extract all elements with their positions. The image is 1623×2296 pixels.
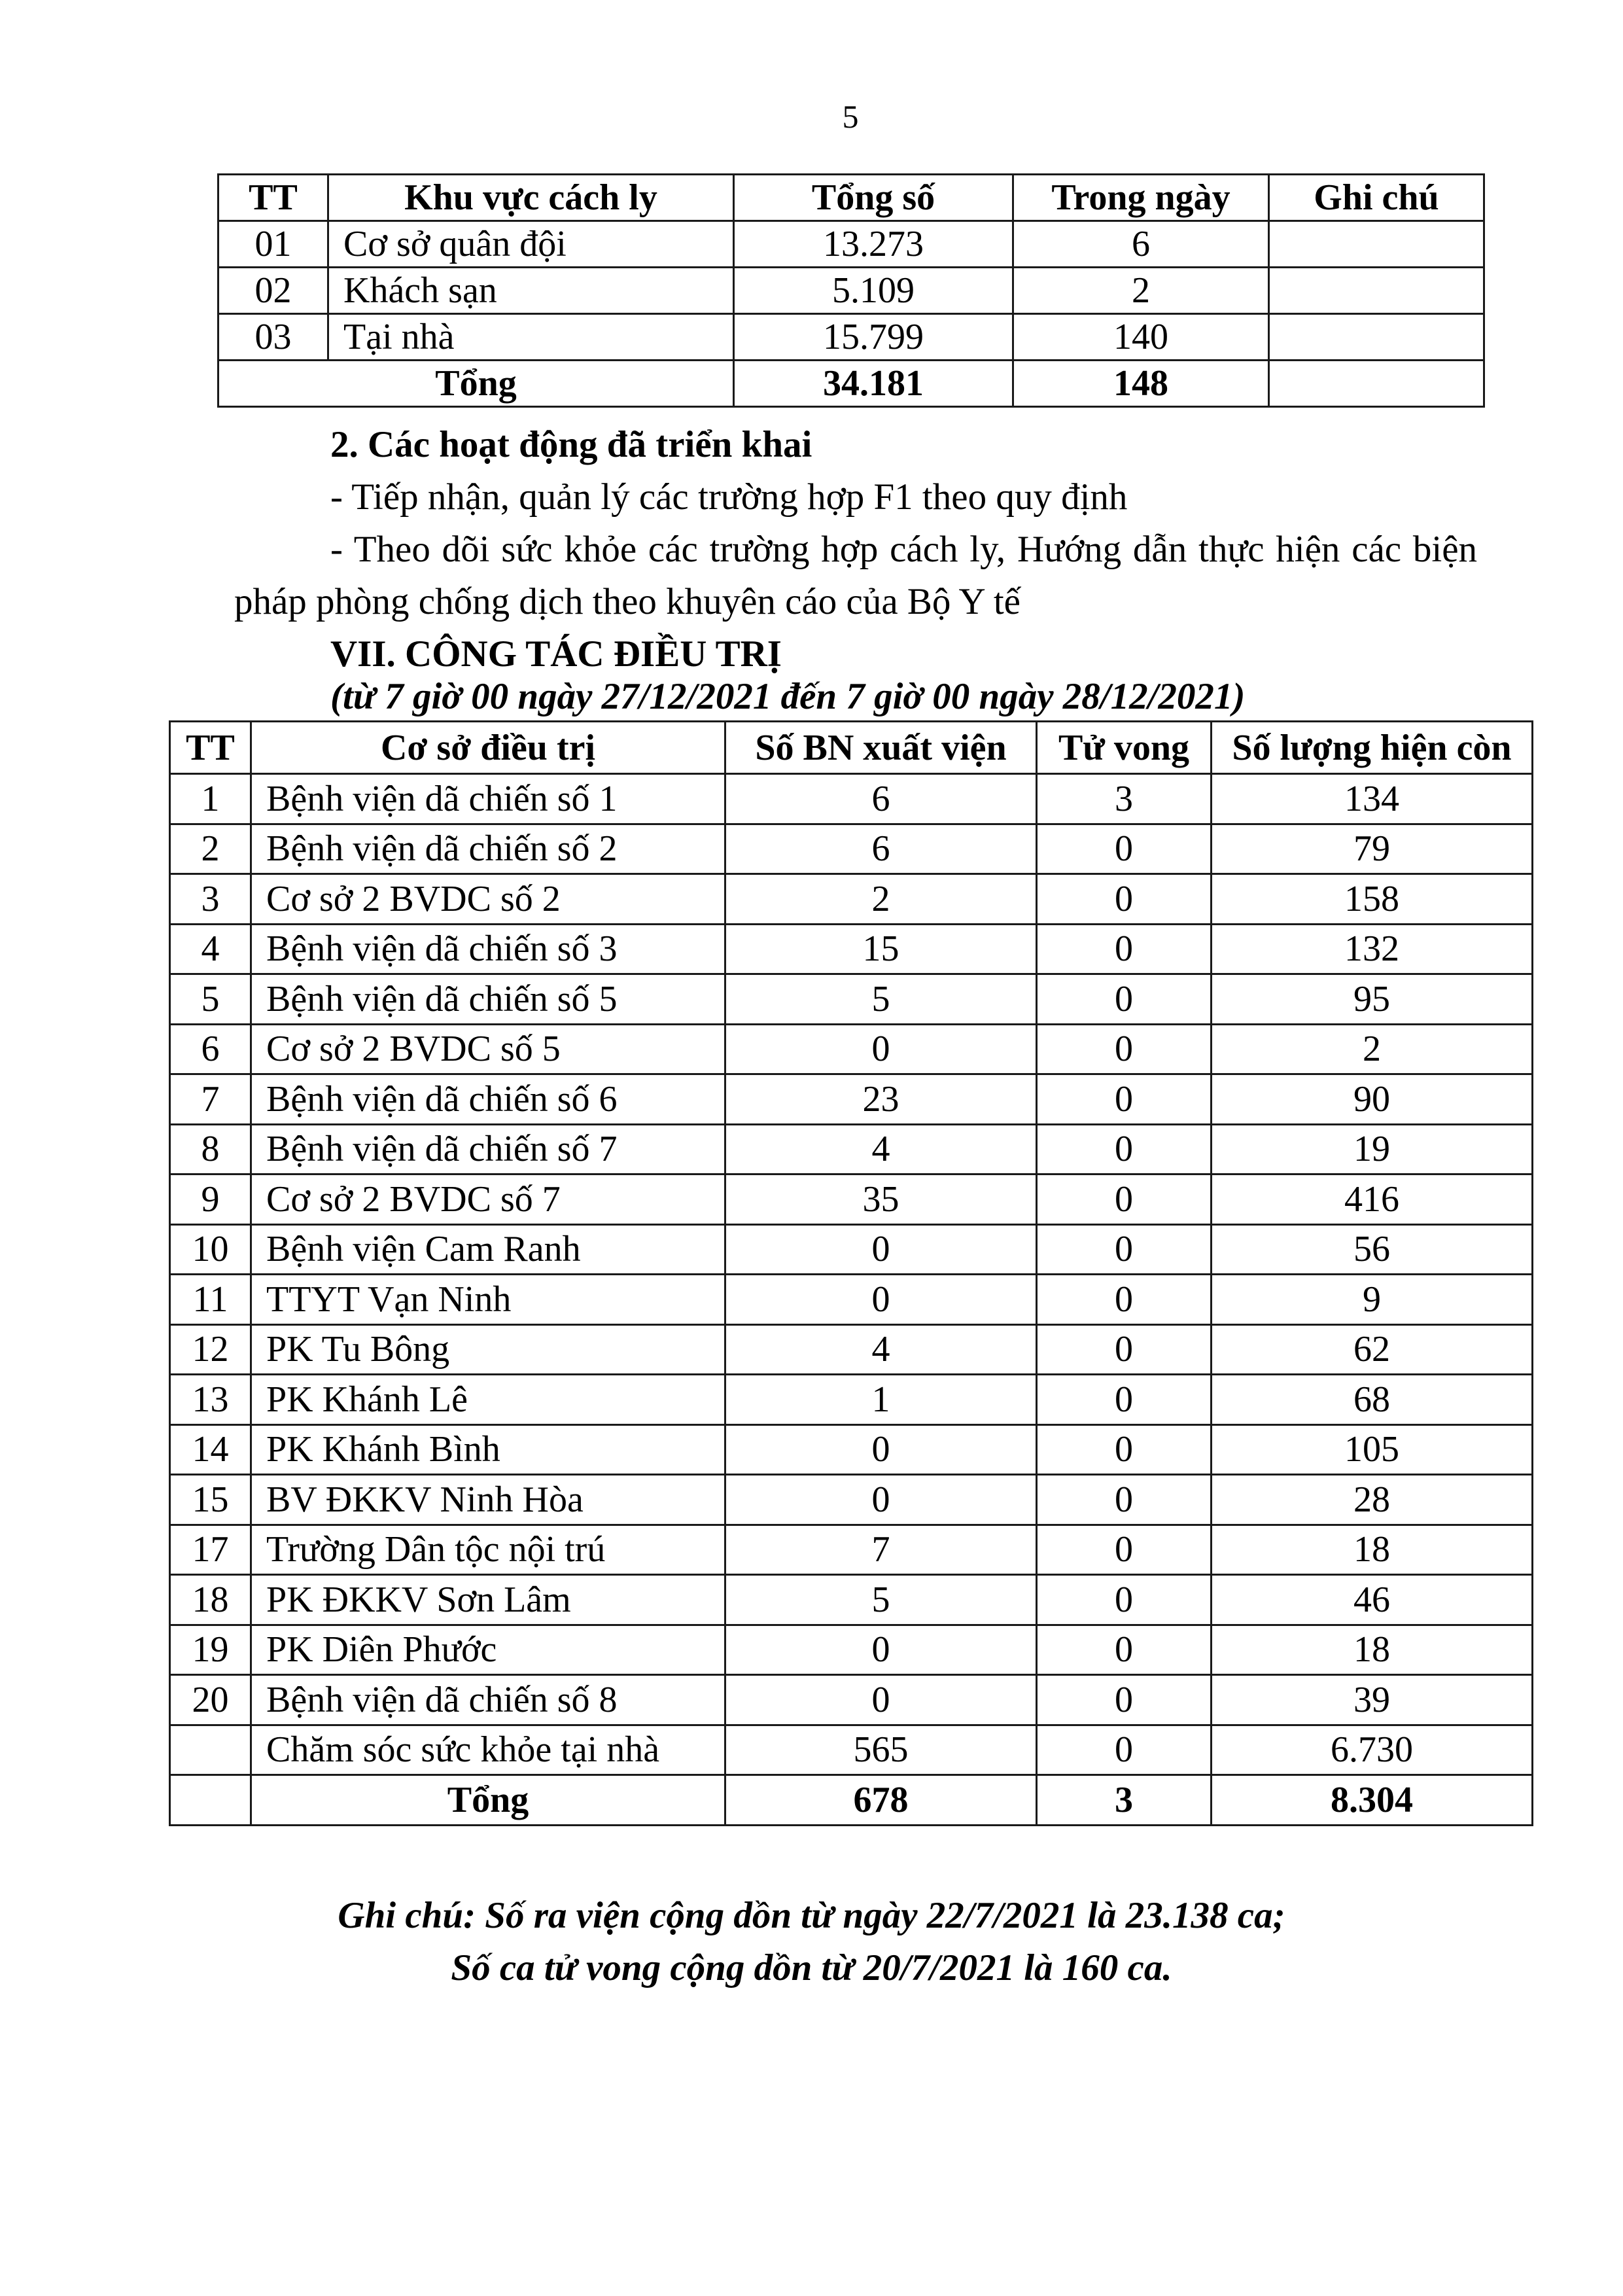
cell-tt: 11 <box>170 1275 251 1325</box>
cell-discharged: 23 <box>725 1074 1037 1125</box>
cell-facility: Bệnh viện dã chiến số 3 <box>251 924 725 974</box>
table-header-row <box>170 722 1533 774</box>
cell-today: 2 <box>1013 268 1269 314</box>
cell-facility: Bệnh viện dã chiến số 1 <box>251 774 725 824</box>
treatment-table <box>169 720 1533 1826</box>
cell-deaths: 0 <box>1037 1725 1212 1775</box>
cell-discharged: 7 <box>725 1525 1037 1575</box>
cell-discharged: 5 <box>725 974 1037 1025</box>
cell-deaths: 0 <box>1037 1074 1212 1125</box>
cell-facility: Bệnh viện dã chiến số 8 <box>251 1675 725 1725</box>
table-row <box>170 1124 1533 1174</box>
cell-area: Khách sạn <box>328 268 734 314</box>
cell-discharged: 6 <box>725 824 1037 874</box>
header-tt: TT <box>218 175 328 221</box>
cell-discharged: 0 <box>725 1625 1037 1675</box>
header-remaining: Số lượng hiện còn <box>1212 722 1533 774</box>
cell-discharged: 6 <box>725 774 1037 824</box>
header-deaths: Tử vong <box>1037 722 1212 774</box>
cell-remaining: 8.304 <box>1212 1775 1533 1826</box>
cell-tt: 8 <box>170 1124 251 1174</box>
cell-tt: 02 <box>218 268 328 314</box>
table-row <box>170 1424 1533 1475</box>
cell-facility: Trường Dân tộc nội trú <box>251 1525 725 1575</box>
cell-remaining: 2 <box>1212 1024 1533 1074</box>
page-number: 5 <box>842 98 859 135</box>
table-row <box>170 1375 1533 1425</box>
cell-discharged: 0 <box>725 1224 1037 1275</box>
table-row <box>218 268 1484 314</box>
cell-tt: 6 <box>170 1024 251 1074</box>
cell-deaths: 0 <box>1037 1224 1212 1275</box>
header-tt: TT <box>170 722 251 774</box>
table-row <box>170 924 1533 974</box>
header-discharged: Số BN xuất viện <box>725 722 1037 774</box>
cell-facility: Cơ sở 2 BVDC số 2 <box>251 874 725 925</box>
cell-remaining: 9 <box>1212 1275 1533 1325</box>
table-row <box>170 1625 1533 1675</box>
treatment-table-body <box>170 774 1533 1775</box>
cell-facility: PK ĐKKV Sơn Lâm <box>251 1575 725 1625</box>
cell-deaths: 0 <box>1037 974 1212 1025</box>
cell-facility: Bệnh viện Cam Ranh <box>251 1224 725 1275</box>
cell-tt <box>170 1775 251 1826</box>
cell-facility: Bệnh viện dã chiến số 2 <box>251 824 725 874</box>
table-row <box>170 1475 1533 1525</box>
table-total-row <box>170 1775 1533 1826</box>
cell-deaths: 0 <box>1037 874 1212 925</box>
cell-today: 148 <box>1013 361 1269 407</box>
cell-deaths: 0 <box>1037 1174 1212 1225</box>
cell-discharged: 0 <box>725 1675 1037 1725</box>
cell-tt: 17 <box>170 1525 251 1575</box>
section7-heading: VII. CÔNG TÁC ĐIỀU TRỊ <box>330 633 782 675</box>
cell-discharged: 5 <box>725 1575 1037 1625</box>
cell-deaths: 0 <box>1037 1375 1212 1425</box>
cell-discharged: 15 <box>725 924 1037 974</box>
cell-facility: TTYT Vạn Ninh <box>251 1275 725 1325</box>
note-deaths-cumulative: Số ca tử vong cộng dồn từ 20/7/2021 là 160 ca. <box>451 1947 1172 1988</box>
cell-tt: 7 <box>170 1074 251 1125</box>
cell-facility: BV ĐKKV Ninh Hòa <box>251 1475 725 1525</box>
cell-tt: 19 <box>170 1625 251 1675</box>
cell-deaths: 0 <box>1037 824 1212 874</box>
cell-deaths: 0 <box>1037 1024 1212 1074</box>
cell-today: 6 <box>1013 221 1269 268</box>
cell-facility: Cơ sở 2 BVDC số 7 <box>251 1174 725 1225</box>
header-note: Ghi chú <box>1269 175 1484 221</box>
cell-discharged: 678 <box>725 1775 1037 1826</box>
table-row <box>170 874 1533 925</box>
cell-note <box>1269 314 1484 361</box>
cell-discharged: 4 <box>725 1124 1037 1174</box>
cell-area: Tại nhà <box>328 314 734 361</box>
cell-remaining: 18 <box>1212 1625 1533 1675</box>
cell-discharged: 35 <box>725 1174 1037 1225</box>
cell-facility: Chăm sóc sức khỏe tại nhà <box>251 1725 725 1775</box>
cell-tt: 10 <box>170 1224 251 1275</box>
cell-remaining: 62 <box>1212 1324 1533 1375</box>
cell-remaining: 6.730 <box>1212 1725 1533 1775</box>
isolation-table <box>217 173 1485 408</box>
cell-total: 13.273 <box>734 221 1013 268</box>
cell-remaining: 68 <box>1212 1375 1533 1425</box>
cell-remaining: 46 <box>1212 1575 1533 1625</box>
cell-remaining: 416 <box>1212 1174 1533 1225</box>
note-discharged-cumulative: Ghi chú: Số ra viện cộng dồn từ ngày 22/7/2021 là 23.138 ca; <box>338 1895 1285 1936</box>
cell-deaths: 0 <box>1037 1275 1212 1325</box>
cell-facility: PK Khánh Lê <box>251 1375 725 1425</box>
cell-facility: Bệnh viện dã chiến số 7 <box>251 1124 725 1174</box>
table-row <box>170 974 1533 1025</box>
cell-tt: 1 <box>170 774 251 824</box>
table-row <box>170 1575 1533 1625</box>
cell-facility: PK Diên Phước <box>251 1625 725 1675</box>
cell-deaths: 0 <box>1037 1625 1212 1675</box>
cell-total: 34.181 <box>734 361 1013 407</box>
cell-tt: 14 <box>170 1424 251 1475</box>
cell-discharged: 565 <box>725 1725 1037 1775</box>
cell-remaining: 18 <box>1212 1525 1533 1575</box>
cell-tt: 2 <box>170 824 251 874</box>
cell-facility: Cơ sở 2 BVDC số 5 <box>251 1024 725 1074</box>
cell-tt: 3 <box>170 874 251 925</box>
cell-facility: Bệnh viện dã chiến số 5 <box>251 974 725 1025</box>
cell-note <box>1269 268 1484 314</box>
cell-remaining: 19 <box>1212 1124 1533 1174</box>
cell-today: 140 <box>1013 314 1269 361</box>
cell-tt <box>170 1725 251 1775</box>
section7-period: (từ 7 giờ 00 ngày 27/12/2021 đến 7 giờ 00 ngày 28/12/2021) <box>330 676 1246 717</box>
cell-remaining: 90 <box>1212 1074 1533 1125</box>
cell-facility: PK Khánh Bình <box>251 1424 725 1475</box>
cell-deaths: 0 <box>1037 1575 1212 1625</box>
table-row <box>170 1224 1533 1275</box>
cell-deaths: 0 <box>1037 1124 1212 1174</box>
cell-tt: 20 <box>170 1675 251 1725</box>
header-facility: Cơ sở điều trị <box>251 722 725 774</box>
cell-remaining: 95 <box>1212 974 1533 1025</box>
cell-discharged: 0 <box>725 1424 1037 1475</box>
cell-remaining: 79 <box>1212 824 1533 874</box>
cell-deaths: 0 <box>1037 1475 1212 1525</box>
cell-deaths: 3 <box>1037 1775 1212 1826</box>
cell-remaining: 158 <box>1212 874 1533 925</box>
table-row <box>218 221 1484 268</box>
cell-tt: 03 <box>218 314 328 361</box>
cell-deaths: 0 <box>1037 1324 1212 1375</box>
section2-bullet: - Theo dõi sức khỏe các trường hợp cách ly, Hướng dẫn thực hiện các biện pháp phòng chống dịch theo khuyên cáo của Bộ Y tế <box>234 529 1477 622</box>
cell-tt: 5 <box>170 974 251 1025</box>
cell-deaths: 0 <box>1037 1424 1212 1475</box>
cell-note <box>1269 361 1484 407</box>
section2-bullet: - Tiếp nhận, quản lý các trường hợp F1 theo quy định <box>330 476 1128 518</box>
cell-facility: PK Tu Bông <box>251 1324 725 1375</box>
table-row <box>170 774 1533 824</box>
cell-tt: 15 <box>170 1475 251 1525</box>
table-row <box>170 1324 1533 1375</box>
cell-facility: Bệnh viện dã chiến số 6 <box>251 1074 725 1125</box>
cell-discharged: 1 <box>725 1375 1037 1425</box>
table-row <box>170 1725 1533 1775</box>
table-row <box>170 1024 1533 1074</box>
cell-discharged: 0 <box>725 1024 1037 1074</box>
cell-area: Cơ sở quân đội <box>328 221 734 268</box>
cell-tt: 18 <box>170 1575 251 1625</box>
cell-deaths: 0 <box>1037 924 1212 974</box>
cell-discharged: 4 <box>725 1324 1037 1375</box>
cell-tt: 13 <box>170 1375 251 1425</box>
cell-total-label: Tổng <box>251 1775 725 1826</box>
header-total: Tổng số <box>734 175 1013 221</box>
table-row <box>170 1275 1533 1325</box>
cell-remaining: 28 <box>1212 1475 1533 1525</box>
cell-tt: 4 <box>170 924 251 974</box>
cell-note <box>1269 221 1484 268</box>
cell-discharged: 2 <box>725 874 1037 925</box>
table-row <box>170 1074 1533 1125</box>
table-header-row <box>218 175 1484 221</box>
table-row <box>218 314 1484 361</box>
header-today: Trong ngày <box>1013 175 1269 221</box>
table-row <box>170 1675 1533 1725</box>
table-total-row <box>218 361 1484 407</box>
cell-deaths: 0 <box>1037 1525 1212 1575</box>
cell-tt: 9 <box>170 1174 251 1225</box>
cell-remaining: 132 <box>1212 924 1533 974</box>
cell-deaths: 3 <box>1037 774 1212 824</box>
cell-deaths: 0 <box>1037 1675 1212 1725</box>
cell-total: 15.799 <box>734 314 1013 361</box>
table-row <box>170 1525 1533 1575</box>
section2-heading: 2. Các hoạt động đã triển khai <box>330 424 812 465</box>
table-row <box>170 824 1533 874</box>
cell-total: 5.109 <box>734 268 1013 314</box>
table-row <box>170 1174 1533 1225</box>
header-area: Khu vực cách ly <box>328 175 734 221</box>
cell-remaining: 134 <box>1212 774 1533 824</box>
cell-total-label: Tổng <box>218 361 734 407</box>
cell-remaining: 39 <box>1212 1675 1533 1725</box>
cell-tt: 12 <box>170 1324 251 1375</box>
cell-tt: 01 <box>218 221 328 268</box>
cell-discharged: 0 <box>725 1275 1037 1325</box>
cell-discharged: 0 <box>725 1475 1037 1525</box>
cell-remaining: 105 <box>1212 1424 1533 1475</box>
cell-remaining: 56 <box>1212 1224 1533 1275</box>
